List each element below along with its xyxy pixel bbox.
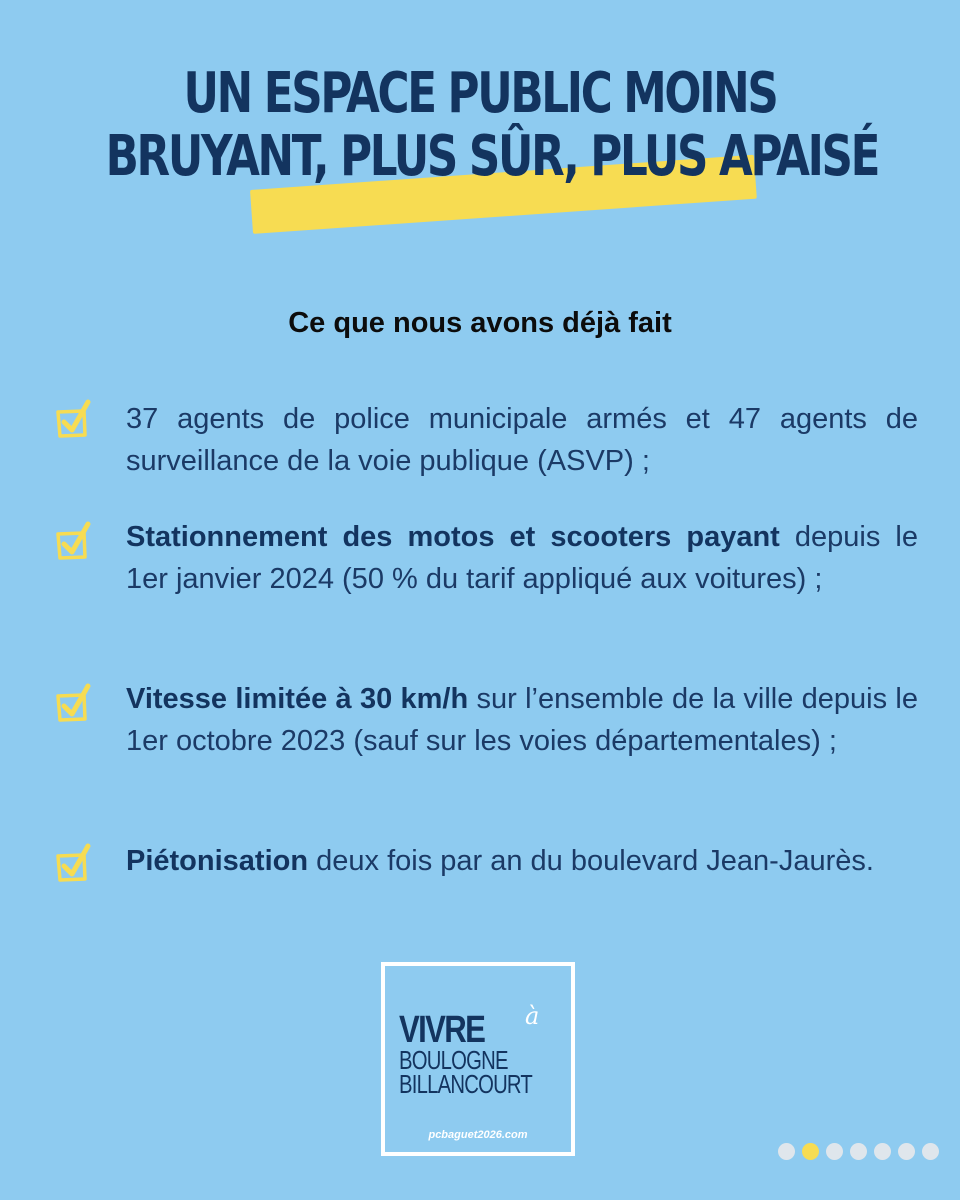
campaign-logo [381,962,575,1156]
section-subtitle: Ce que nous avons déjà fait [288,307,672,339]
page-title [105,61,879,189]
logo-vivre: VIVRE [399,1009,485,1051]
pagination-dot[interactable] [922,1143,939,1160]
checkbox-check-icon [50,842,98,890]
pagination-dot[interactable] [874,1143,891,1160]
list-item-bold: Piétonisation [126,845,309,877]
logo-wordmark [399,1002,569,1099]
list-item-text: 37 agents de police municipale armés et 47 agents de surveillance de la voie publique (ASVP) ; [126,403,918,477]
list-item-text: sur l’ensemble de la ville depuis le 1er octobre 2023 (sauf sur les voies départementales) ; [126,683,918,757]
list-item [126,516,918,600]
list-item [126,678,918,762]
pagination-dot-active[interactable] [802,1143,819,1160]
pagination-dot[interactable] [826,1143,843,1160]
logo-url: pcbaguet2026.com [428,1129,528,1141]
list-item-text: deux fois par an du boulevard Jean-Jaurès. [308,845,874,877]
checkbox-check-icon [50,398,98,446]
list-item [126,398,918,482]
list-item-bold: Stationnement des motos et scooters payant [126,521,780,553]
pagination-dot[interactable] [898,1143,915,1160]
checkbox-check-icon [50,682,98,730]
title-line-1: UN ESPACE PUBLIC MOINS [183,61,777,126]
list-item-bold: Vitesse limitée à 30 km/h [126,683,469,715]
checkbox-check-icon [50,520,98,568]
logo-a: à [525,1002,540,1030]
logo-line-billancourt: BILLANCOURT [399,1069,533,1099]
logo-line-boulogne: BOULOGNE [399,1045,508,1075]
list-item-text: depuis le 1er janvier 2024 (50 % du tarif appliqué aux voitures) ; [126,521,918,595]
title-line-2: BRUYANT, PLUS SÛR, PLUS APAISÉ [105,124,879,189]
carousel-pagination [778,1143,939,1161]
pagination-dot[interactable] [778,1143,795,1160]
pagination-dot[interactable] [850,1143,867,1160]
list-item [126,840,918,882]
